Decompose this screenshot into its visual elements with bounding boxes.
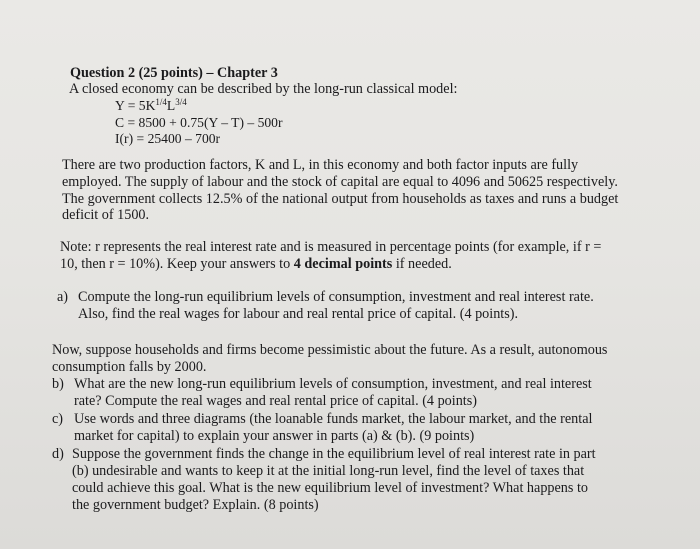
note-line-1: Note: r represents the real interest rate and is measured in percentage points (for example, if r =: [60, 239, 602, 255]
part-a-line: Compute the long-run equilibrium levels of consumption, investment and real interest rate.: [78, 289, 594, 305]
part-d-line: the government budget? Explain. (8 points): [72, 497, 319, 513]
part-a-marker: a): [57, 289, 69, 305]
investment-function: I(r) = 25400 – 700r: [115, 131, 221, 146]
labour-exponent: 3/4: [175, 97, 187, 107]
capital-exponent: 1/4: [155, 97, 167, 107]
note-text: 10, then r = 10%). Keep your answers to: [60, 256, 294, 272]
paragraph-line: deficit of 1500.: [62, 207, 150, 223]
part-c-line: market for capital) to explain your answer in parts (a) & (b). (9 points): [74, 428, 475, 444]
transition-line: Now, suppose households and firms become pessimistic about the future. As a result, autonomous: [52, 342, 608, 358]
transition-line: consumption falls by 2000.: [52, 359, 207, 375]
part-b-line: What are the new long-run equilibrium levels of consumption, investment, and real interest: [74, 376, 592, 392]
part-a-line: Also, find the real wages for labour and real rental price of capital. (4 points).: [78, 306, 519, 322]
question-title: Question 2 (25 points) – Chapter 3: [70, 65, 278, 81]
note-emphasis: 4 decimal points: [293, 256, 393, 272]
part-b-marker: b): [52, 376, 64, 392]
labour-symbol: L: [166, 98, 176, 113]
paragraph-line: The government collects 12.5% of the national output from households as taxes and runs a budget: [62, 191, 619, 207]
consumption-function: C = 8500 + 0.75(Y – T) – 500r: [115, 115, 283, 130]
part-d-marker: d): [52, 446, 64, 462]
production-function: [115, 97, 187, 114]
part-c-marker: c): [52, 411, 64, 427]
part-b-line: rate? Compute the real wages and real rental price of capital. (4 points): [74, 393, 477, 409]
note-line-2: [60, 256, 452, 273]
part-d-line: (b) undesirable and wants to keep it at the initial long-run level, find the level of taxes that: [72, 463, 585, 479]
part-d-line: Suppose the government finds the change in the equilibrium level of real interest rate in part: [72, 446, 596, 462]
paragraph-line: There are two production factors, K and L, in this economy and both factor inputs are fully: [62, 157, 579, 173]
part-d-line: could achieve this goal. What is the new equilibrium level of investment? What happens to: [72, 480, 589, 496]
note-text-end: if needed.: [392, 256, 452, 272]
part-c-line: Use words and three diagrams (the loanable funds market, the labour market, and the rental: [74, 411, 593, 427]
production-lhs: Y = 5K: [115, 98, 156, 113]
question-intro: A closed economy can be described by the long-run classical model:: [69, 81, 458, 97]
paragraph-line: employed. The supply of labour and the stock of capital are equal to 4096 and 50625 respectively.: [62, 174, 618, 190]
